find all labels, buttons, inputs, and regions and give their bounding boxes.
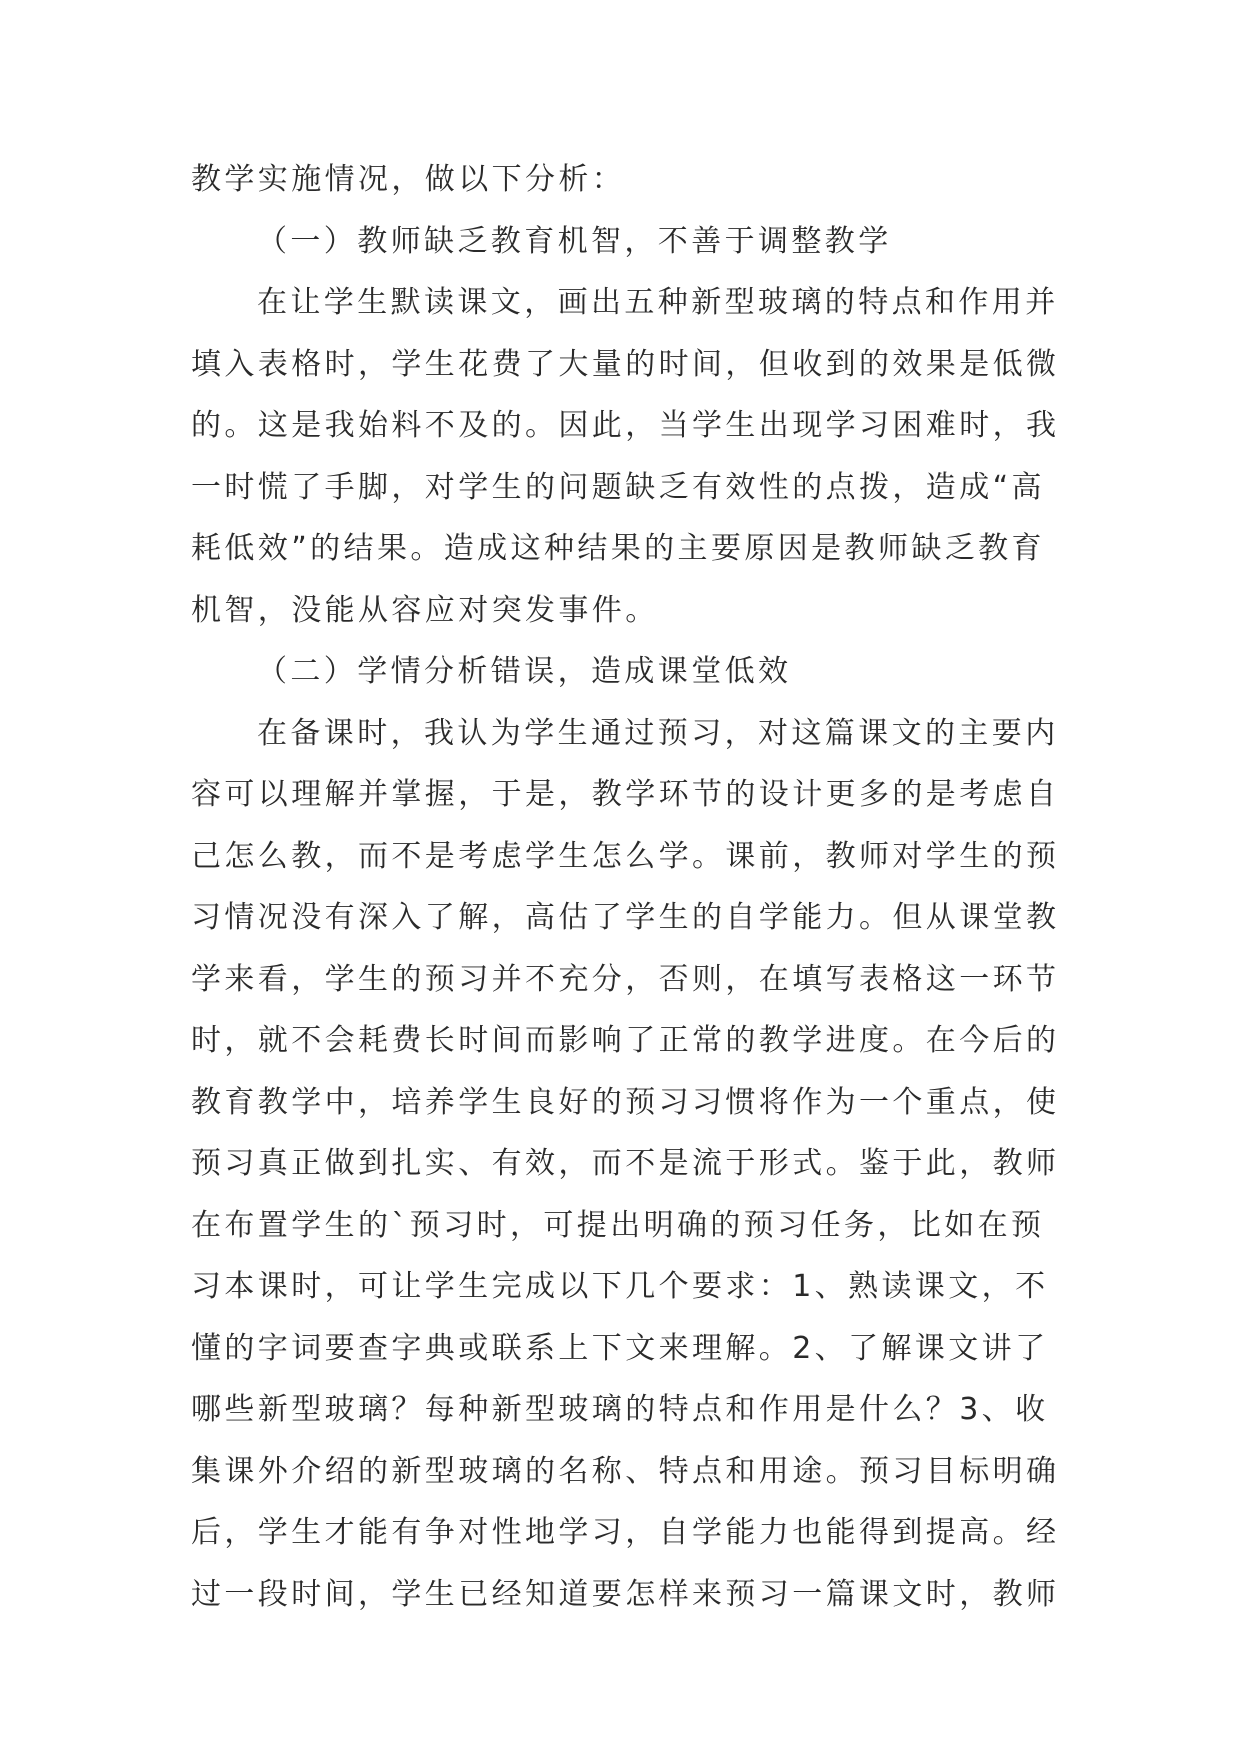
paragraph-start-line: 在备课时，我认为学生通过预习，对这篇课文的主要内 bbox=[257, 715, 1059, 751]
text-line: 教学实施情况，做以下分析： bbox=[191, 162, 626, 197]
document-body bbox=[191, 149, 1060, 1625]
paragraph-start-line: （二）学情分析错误，造成课堂低效 bbox=[257, 654, 792, 689]
text-line: 懂的字词要查字典或联系上下文来理解。2、了解课文讲了 bbox=[191, 1330, 1049, 1366]
text-line: 耗低效”的结果。造成这种结果的主要原因是教师缺乏教育 bbox=[191, 531, 1045, 566]
text-line: 学来看，学生的预习并不充分，否则，在填写表格这一环节 bbox=[191, 961, 1060, 997]
text-line: 的。这是我始料不及的。因此，当学生出现学习困难时，我 bbox=[191, 408, 1060, 443]
text-line: 习本课时，可让学生完成以下几个要求：1、熟读课文，不 bbox=[191, 1269, 1049, 1304]
text-line: 己怎么教，而不是考虑学生怎么学。课前，教师对学生的预 bbox=[191, 838, 1060, 874]
text-line: 过一段时间，学生已经知道要怎样来预习一篇课文时，教师 bbox=[191, 1576, 1060, 1612]
paragraph-start-line: 在让学生默读课文，画出五种新型玻璃的特点和作用并 bbox=[257, 285, 1059, 320]
text-line: 填入表格时，学生花费了大量的时间，但收到的效果是低微 bbox=[191, 346, 1060, 382]
text-line: 习情况没有深入了解，高估了学生的自学能力。但从课堂教 bbox=[191, 900, 1060, 935]
text-line: 后，学生才能有争对性地学习，自学能力也能得到提高。经 bbox=[191, 1515, 1060, 1550]
text-line: 在布置学生的`预习时，可提出明确的预习任务，比如在预 bbox=[191, 1207, 1045, 1243]
paragraph-start-line: （一）教师缺乏教育机智，不善于调整教学 bbox=[257, 223, 892, 259]
text-line: 一时慌了手脚，对学生的问题缺乏有效性的点拨，造成“高 bbox=[191, 469, 1045, 505]
text-line: 预习真正做到扎实、有效，而不是流于形式。鉴于此，教师 bbox=[191, 1146, 1060, 1181]
text-line: 容可以理解并掌握，于是，教学环节的设计更多的是考虑自 bbox=[191, 777, 1060, 812]
text-line: 集课外介绍的新型玻璃的名称、特点和用途。预习目标明确 bbox=[191, 1453, 1060, 1489]
text-line: 机智，没能从容应对突发事件。 bbox=[191, 592, 659, 628]
text-line: 时，就不会耗费长时间而影响了正常的教学进度。在今后的 bbox=[191, 1023, 1060, 1058]
text-line: 哪些新型玻璃？每种新型玻璃的特点和作用是什么？3、收 bbox=[191, 1392, 1049, 1427]
text-line: 教育教学中，培养学生良好的预习习惯将作为一个重点，使 bbox=[191, 1084, 1060, 1120]
